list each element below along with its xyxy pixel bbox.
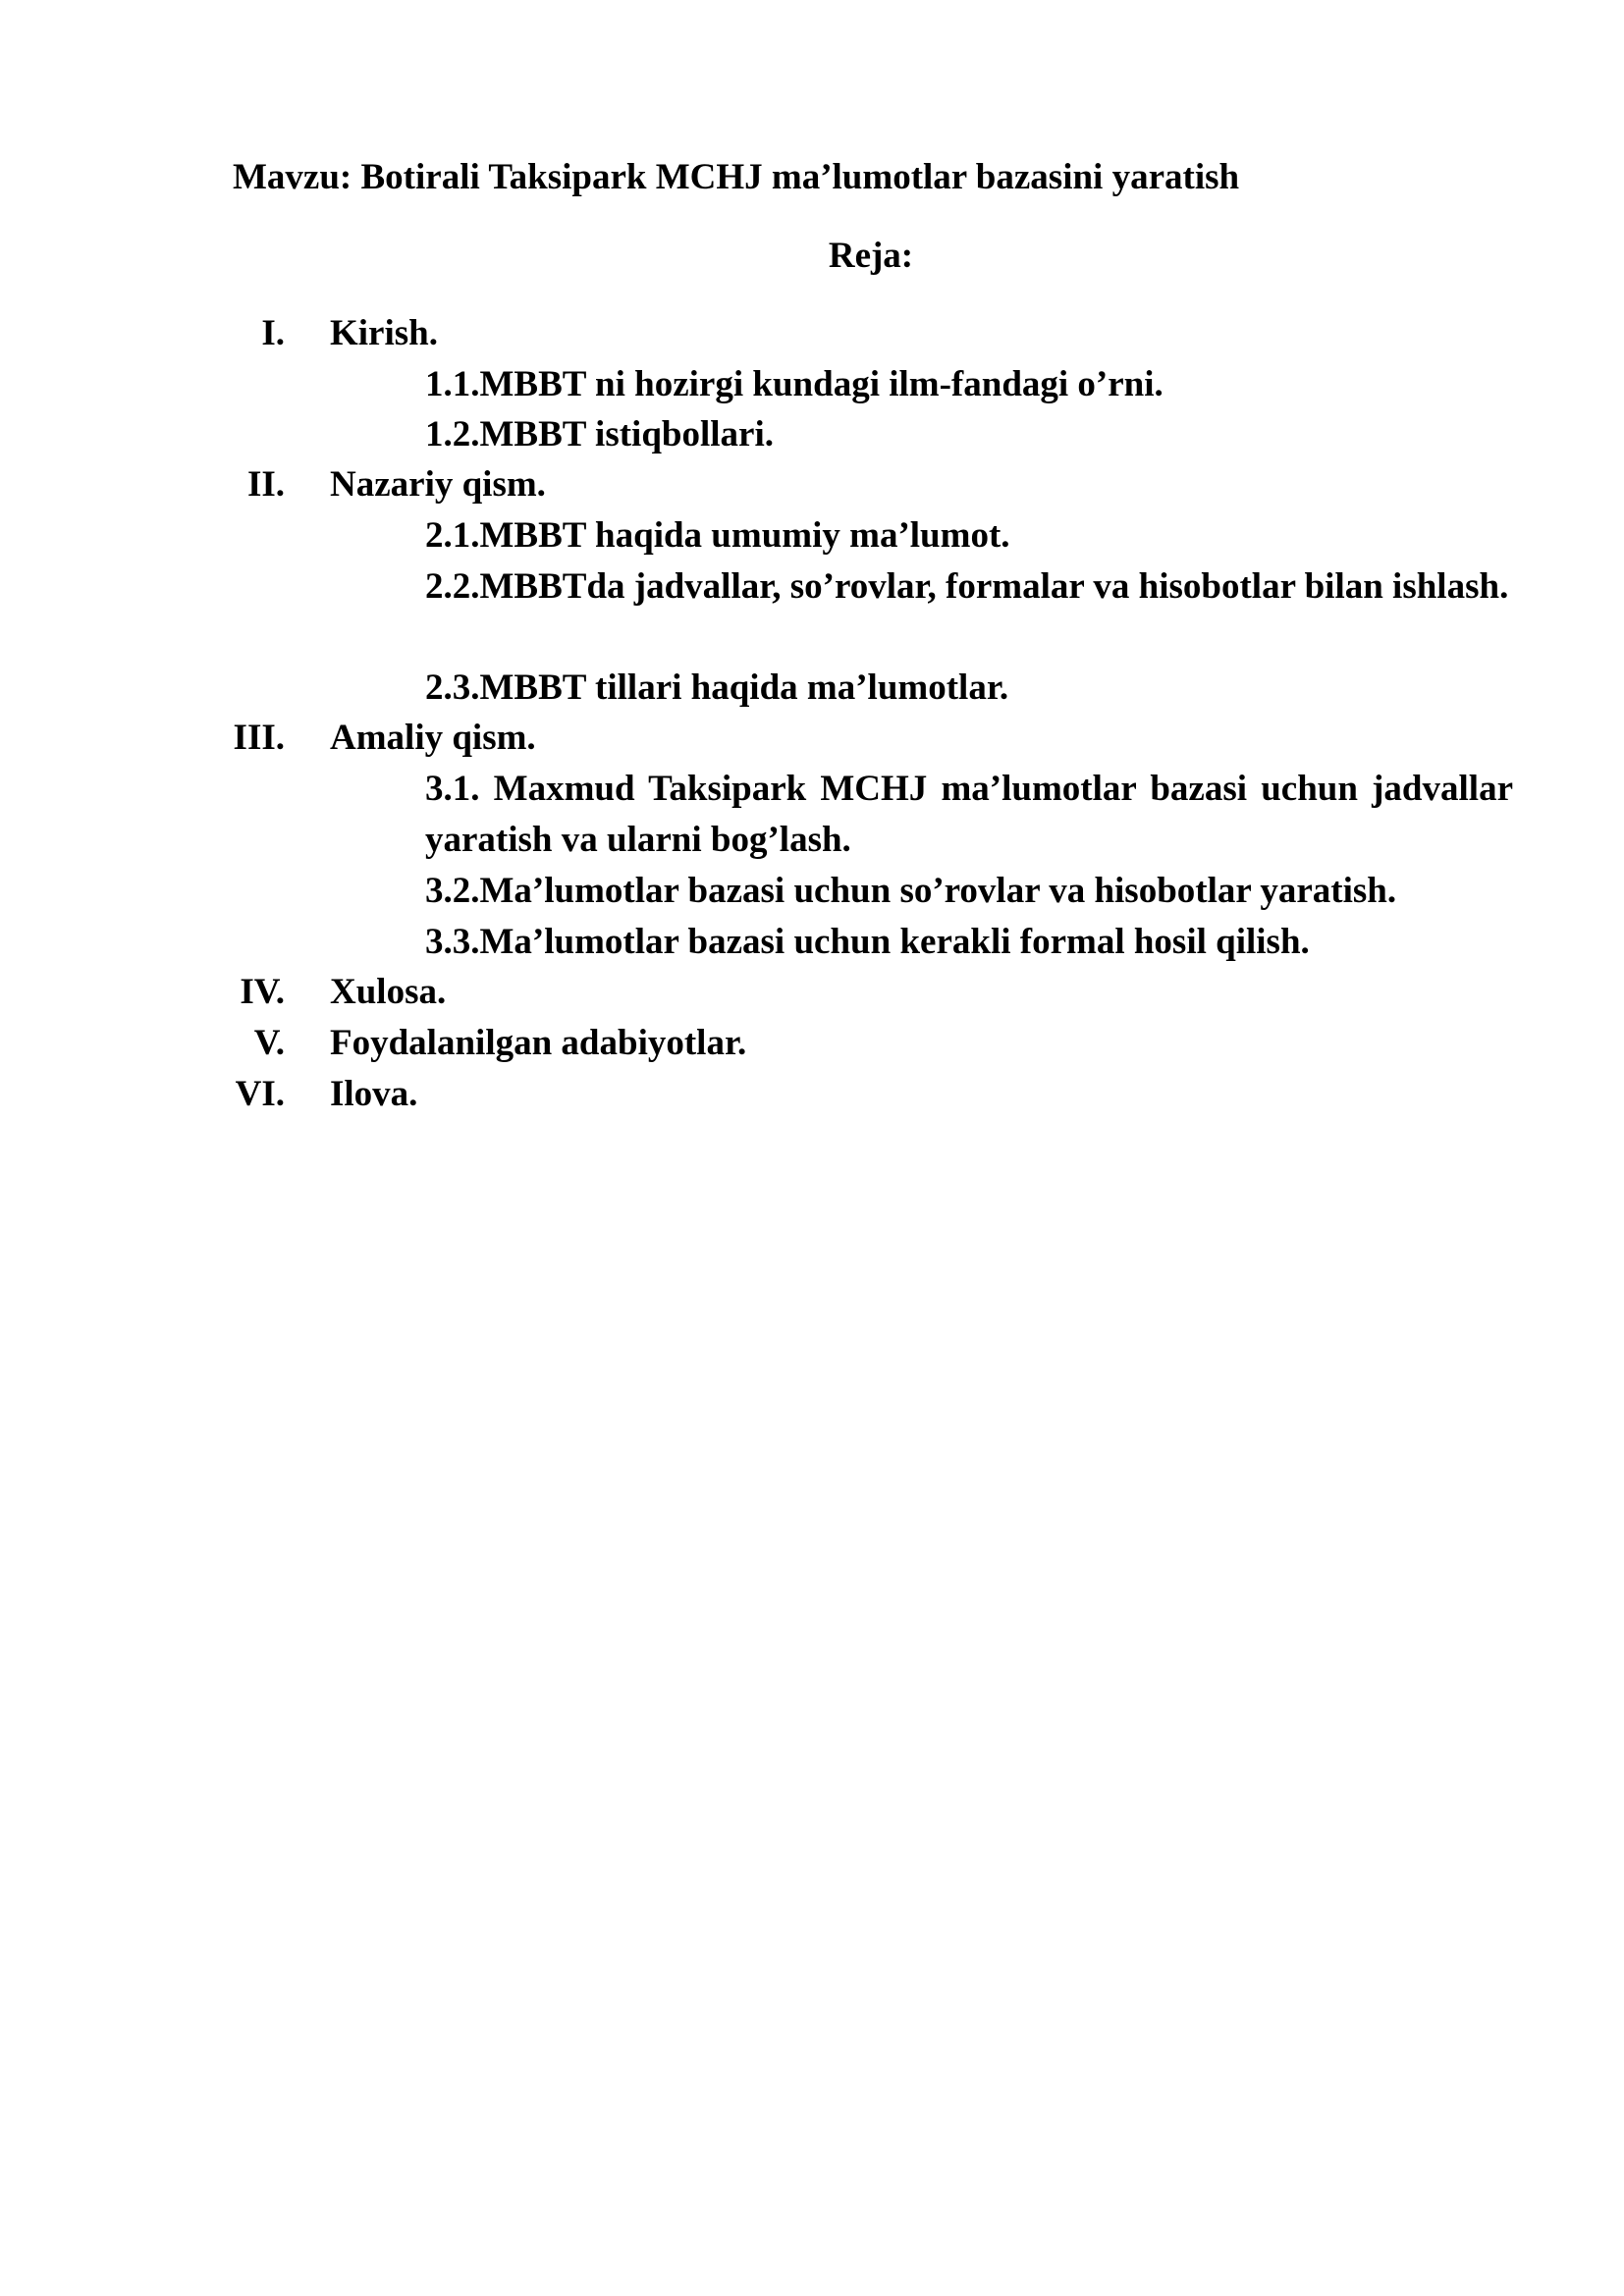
section-label-adabiyotlar: Foydalanilgan adabiyotlar.	[330, 1023, 747, 1063]
plan-item-1-2: 1.2.MBBT istiqbollari.	[425, 414, 774, 454]
plan-item-2-1: 2.1.MBBT haqida umumiy ma’lumot.	[425, 515, 1010, 556]
section-label-kirish: Kirish.	[330, 313, 438, 353]
plan-heading: Reja:	[828, 236, 914, 276]
section-numeral-1: I.	[261, 313, 285, 353]
plan-item-2-3: 2.3.MBBT tillari haqida ma’lumotlar.	[425, 667, 1009, 708]
section-numeral-6: VI.	[235, 1074, 285, 1114]
section-label-ilova: Ilova.	[330, 1074, 418, 1114]
plan-item-2-2: 2.2.MBBTda jadvallar, so’rovlar, formalar va hisobotlar bilan ishlash.	[425, 566, 1509, 607]
section-numeral-2: II.	[246, 464, 285, 505]
section-numeral-5: V.	[253, 1023, 285, 1063]
plan-item-3-3: 3.3.Ma’lumotlar bazasi uchun kerakli formal hosil qilish.	[425, 922, 1310, 962]
section-numeral-4: IV.	[240, 972, 285, 1012]
section-label-nazariy: Nazariy qism.	[330, 464, 546, 505]
plan-item-3-2: 3.2.Ma’lumotlar bazasi uchun so’rovlar va hisobotlar yaratish.	[425, 871, 1397, 911]
plan-item-1-1: 1.1.MBBT ni hozirgi kundagi ilm-fandagi o’rni.	[425, 364, 1164, 404]
section-label-xulosa: Xulosa.	[330, 972, 447, 1012]
plan-item-3-1: 3.1. Maxmud Taksipark MCHJ ma’lumotlar bazasi uchun jadvallar yaratish va ularni bog’lash.	[425, 769, 1513, 860]
section-numeral-3: III.	[233, 718, 285, 758]
document-title: Mavzu: Botirali Taksipark MCHJ ma’lumotlar bazasini yaratish	[233, 157, 1240, 197]
section-label-amaliy: Amaliy qism.	[330, 718, 536, 758]
